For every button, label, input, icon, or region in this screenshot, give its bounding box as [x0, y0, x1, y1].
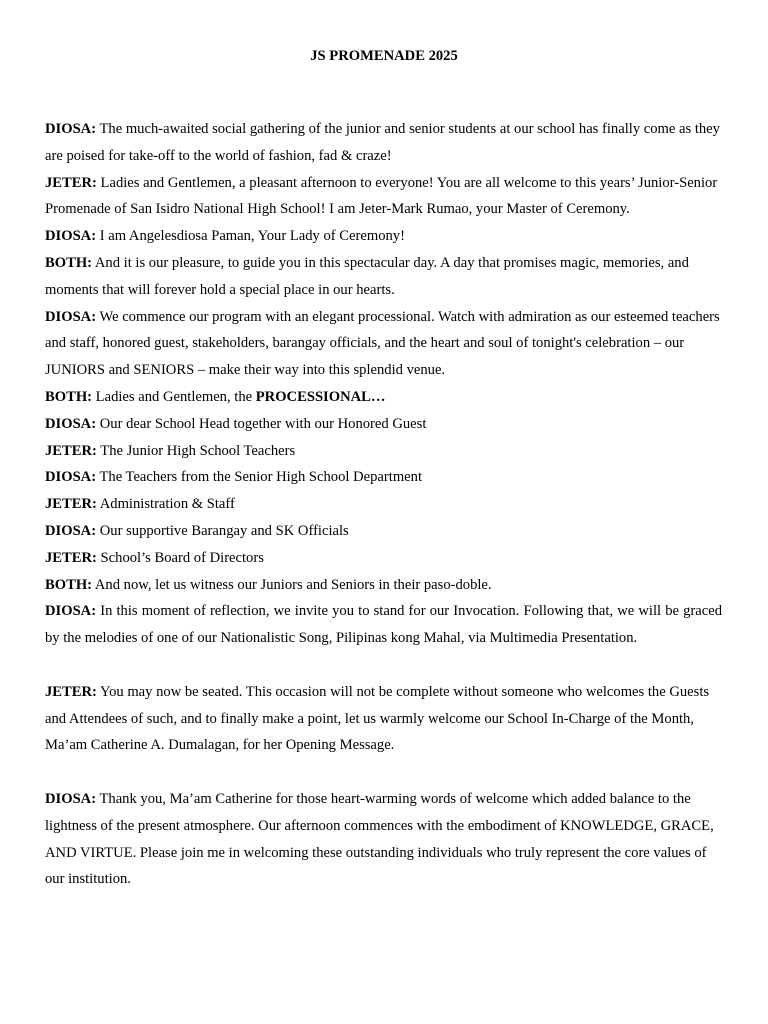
script-line: [45, 411, 722, 438]
paragraph-spacer: [45, 652, 722, 679]
line-text: We commence our program with an elegant processional. Watch with admiration as our esteemed teachers and staff, honored guest, stakeholders, barangay officials, and the heart and soul of tonight's celebration – our JUNIORS and SENIORS – make their way into this splendid venue.: [45, 308, 720, 379]
paragraph-spacer: [45, 759, 722, 786]
line-text: Ladies and Gentlemen, a pleasant afternoon to everyone! You are all welcome to this years’ Junior-Senior Promenade of San Isidro National High School! I am Jeter-Mark Rumao, your Master of Ceremony.: [45, 174, 718, 218]
speaker-label: BOTH:: [45, 254, 93, 271]
script-body: [45, 116, 722, 893]
speaker-label: JETER:: [45, 174, 97, 191]
script-line: [45, 170, 722, 224]
line-text: You may now be seated. This occasion will not be complete without someone who welcomes the Guests and Attendees of such, and to finally make a point, let us warmly welcome our School In-Charge of the Month, Ma’am Catherine A. Dumalagan, for her Opening Message.: [45, 683, 710, 754]
script-line: [45, 304, 722, 384]
script-line: [45, 250, 722, 304]
line-text: Thank you, Ma’am Catherine for those heart-warming words of welcome which added balance to the lightness of the present atmosphere. Our afternoon commences with the embodiment of KNOWLEDGE, GRACE, AND VIRTUE. Please join me in welcoming these outstanding individuals who truly represent the core values of our institution.: [45, 790, 714, 888]
speaker-label: BOTH:: [45, 576, 93, 593]
speaker-label: JETER:: [45, 496, 97, 513]
speaker-label: JETER:: [45, 549, 97, 566]
script-line: [45, 679, 722, 759]
script-line: [45, 786, 722, 893]
line-text: In this moment of reflection, we invite you to stand for our Invocation. Following that, we will be graced by the melodies of one of our Nationalistic Song, Pilipinas kong Mahal, via Multimedia Presentation.: [45, 603, 722, 647]
speaker-label: DIOSA:: [45, 603, 97, 620]
speaker-label: DIOSA:: [45, 415, 97, 432]
speaker-label: JETER:: [45, 442, 97, 459]
line-text: I am Angelesdiosa Paman, Your Lady of Ceremony!: [96, 228, 405, 245]
script-line: [45, 518, 722, 545]
script-line: [45, 384, 722, 411]
speaker-label: DIOSA:: [45, 469, 97, 486]
script-line: [45, 598, 722, 652]
script-line: [45, 464, 722, 491]
line-text: Ladies and Gentlemen, the: [92, 388, 256, 405]
speaker-label: DIOSA:: [45, 522, 97, 539]
line-text: And it is our pleasure, to guide you in this spectacular day. A day that promises magic, memories, and moments that will forever hold a special place in our hearts.: [45, 254, 689, 298]
document-title: JS PROMENADE 2025: [310, 48, 458, 64]
line-text: Our dear School Head together with our Honored Guest: [96, 415, 427, 432]
line-text: The Teachers from the Senior High School Department: [96, 469, 422, 486]
script-line: [45, 223, 722, 250]
processional-label: PROCESSIONAL…: [255, 388, 386, 405]
line-text: And now, let us witness our Juniors and Seniors in their paso-doble.: [92, 576, 492, 593]
script-line: [45, 116, 722, 170]
line-text: The Junior High School Teachers: [96, 442, 296, 459]
script-line: [45, 545, 722, 572]
speaker-label: DIOSA:: [45, 790, 97, 807]
speaker-label: DIOSA:: [45, 228, 97, 245]
speaker-label: DIOSA:: [45, 308, 97, 325]
line-text: The much-awaited social gathering of the junior and senior students at our school has finally come as they are poised for take-off to the world of fashion, fad & craze!: [45, 121, 720, 164]
speaker-label: DIOSA:: [45, 121, 97, 137]
line-text: School’s Board of Directors: [96, 549, 264, 566]
script-line: [45, 491, 722, 518]
speaker-label: BOTH:: [45, 388, 93, 405]
script-line: [45, 438, 722, 465]
line-text: Administration & Staff: [96, 496, 235, 513]
script-line: [45, 572, 722, 599]
speaker-label: JETER:: [45, 683, 97, 700]
line-text: Our supportive Barangay and SK Officials: [96, 522, 349, 539]
